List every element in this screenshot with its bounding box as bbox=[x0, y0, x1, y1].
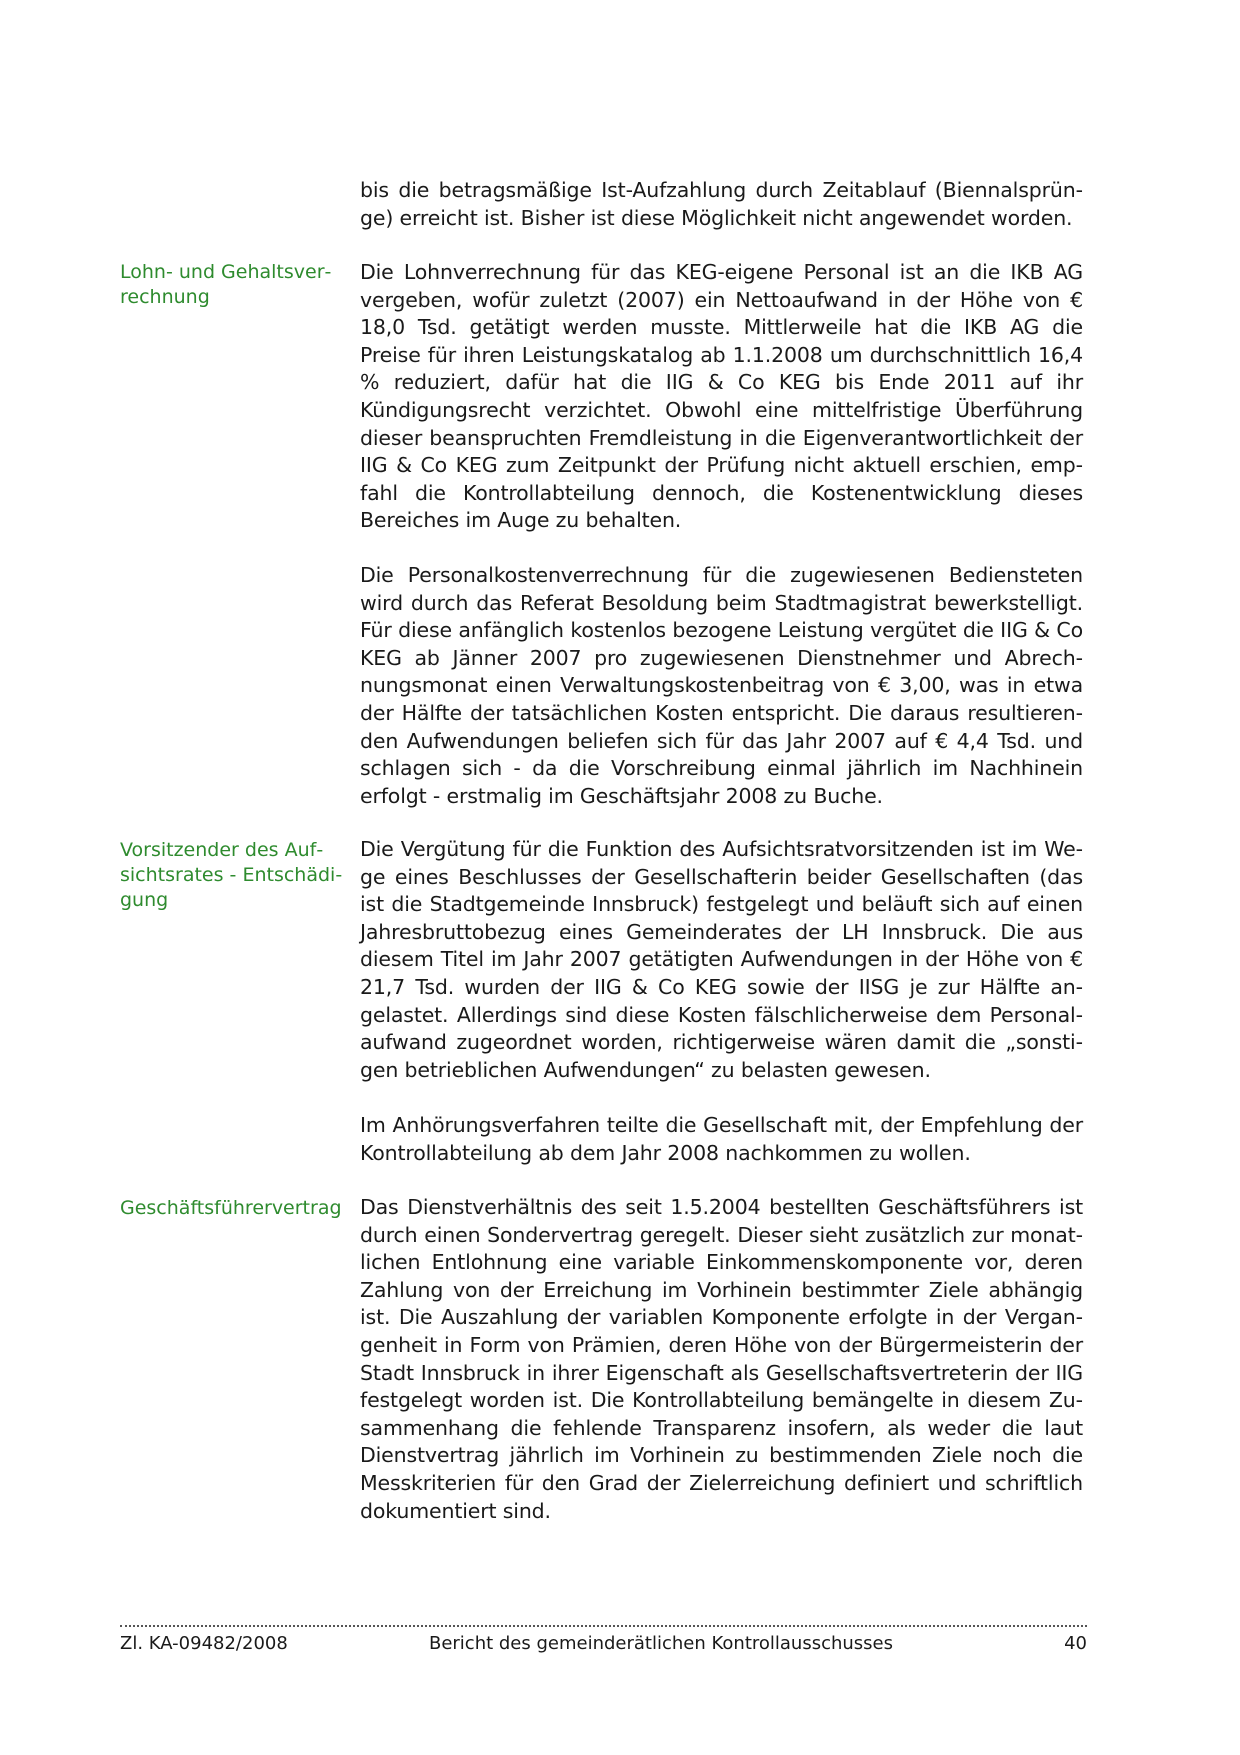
margin-heading-managing-director-contract: Geschäftsführervertrag bbox=[120, 1197, 342, 1219]
footer-reference: Zl. KA-09482/2008 bbox=[120, 1633, 288, 1654]
footer-divider bbox=[120, 1625, 1087, 1627]
margin-heading-payroll: Lohn- und Gehaltsverrechnung bbox=[120, 261, 332, 308]
body-paragraph: bis die betragsmäßige Ist-Aufzahlung durch Zeitablauf (Biennalsprünge) erreicht ist. Bisher ist diese Möglichkeit nicht angewendet worden. bbox=[360, 178, 1083, 230]
footer-page-number: 40 bbox=[1064, 1633, 1087, 1654]
body-paragraph: Die Lohnverrechnung für das KEG-eigene Personal ist an die IKB AG vergeben, wofür zuletzt (2007) ein Nettoaufwand in der Höhe von € 18,0 Tsd. getätigt werden musste. Mittlerweile hat die IKB AG die Preise für ihren Leistungskatalog ab 1.1.2008 um durchschnittlich 16,4 % reduziert, dafür hat die IIG & Co KEG bis Ende 2011 auf ihr Kündigungsrecht verzichtet. Obwohl eine mittelfristige Überführung dieser beanspruchten Fremdleistung in die Eigenverantwortlichkeit der IIG & Co KEG zum Zeitpunkt der Prüfung nicht aktuell erschien, empfahl die Kontrollabteilung dennoch, die Kostenentwicklung dieses Bereiches im Auge zu behalten. bbox=[360, 260, 1083, 533]
body-paragraph: Die Vergütung für die Funktion des Aufsichtsratvorsitzenden ist im Wege eines Beschlusses der Gesellschafterin beider Gesellschaften (das ist die Stadtgemeinde Innsbruck) festgelegt und beläuft sich auf einen Jahresbruttobezug eines Gemeinderates der LH Innsbruck. Die aus diesem Titel im Jahr 2007 getätigten Aufwendungen in der Höhe von € 21,7 Tsd. wurden der IIG & Co KEG sowie der IISG je zur Hälfte angelastet. Allerdings sind diese Kosten fälschlicherweise dem Personalaufwand zugeordnet worden, richtigerweise wären damit die „sonstigen betrieblichen Aufwendungen“ zu belasten gewesen. bbox=[360, 837, 1083, 1082]
margin-heading-supervisory-board: Vorsitzender des Aufsichtsrates - Entschädigung bbox=[120, 839, 343, 911]
body-paragraph: Das Dienstverhältnis des seit 1.5.2004 bestellten Geschäftsführers ist durch einen Sondervertrag geregelt. Dieser sieht zusätzlich zur monatlichen Entlohnung eine variable Einkommenskomponente vor, deren Zahlung von der Erreichung im Vorhinein bestimmter Ziele abhängig ist. Die Auszahlung der variablen Komponente erfolgte in der Vergangenheit in Form von Prämien, deren Höhe von der Bürgermeisterin der Stadt Innsbruck in ihrer Eigenschaft als Gesellschaftsvertreterin der IIG festgelegt worden ist. Die Kontrollabteilung bemängelte in diesem Zusammenhang die fehlende Transparenz insofern, als weder die laut Dienstvertrag jährlich im Vorhinein zu bestimmenden Ziele noch die Messkriterien für den Grad der Zielerreichung definiert und schriftlich dokumentiert sind. bbox=[360, 1195, 1083, 1523]
body-paragraph: Die Personalkostenverrechnung für die zugewiesenen Bediensteten wird durch das Referat Besoldung beim Stadtmagistrat bewerkstelligt. Für diese anfänglich kostenlos bezogene Leistung vergütet die IIG & Co KEG ab Jänner 2007 pro zugewiesenen Dienstnehmer und Abrechnungsmonat einen Verwaltungskostenbeitrag von € 3,00, was in etwa der Hälfte der tatsächlichen Kosten entspricht. Die daraus resultierenden Aufwendungen beliefen sich für das Jahr 2007 auf € 4,4 Tsd. und schlagen sich - da die Vorschreibung einmal jährlich im Nachhinein erfolgt - erstmalig im Geschäftsjahr 2008 zu Buche. bbox=[360, 563, 1083, 808]
body-paragraph: Im Anhörungsverfahren teilte die Gesellschaft mit, der Empfehlung der Kontrollabteilung ab dem Jahr 2008 nachkommen zu wollen. bbox=[360, 1113, 1083, 1165]
footer-title: Bericht des gemeinderätlichen Kontrollausschusses bbox=[428, 1633, 894, 1654]
